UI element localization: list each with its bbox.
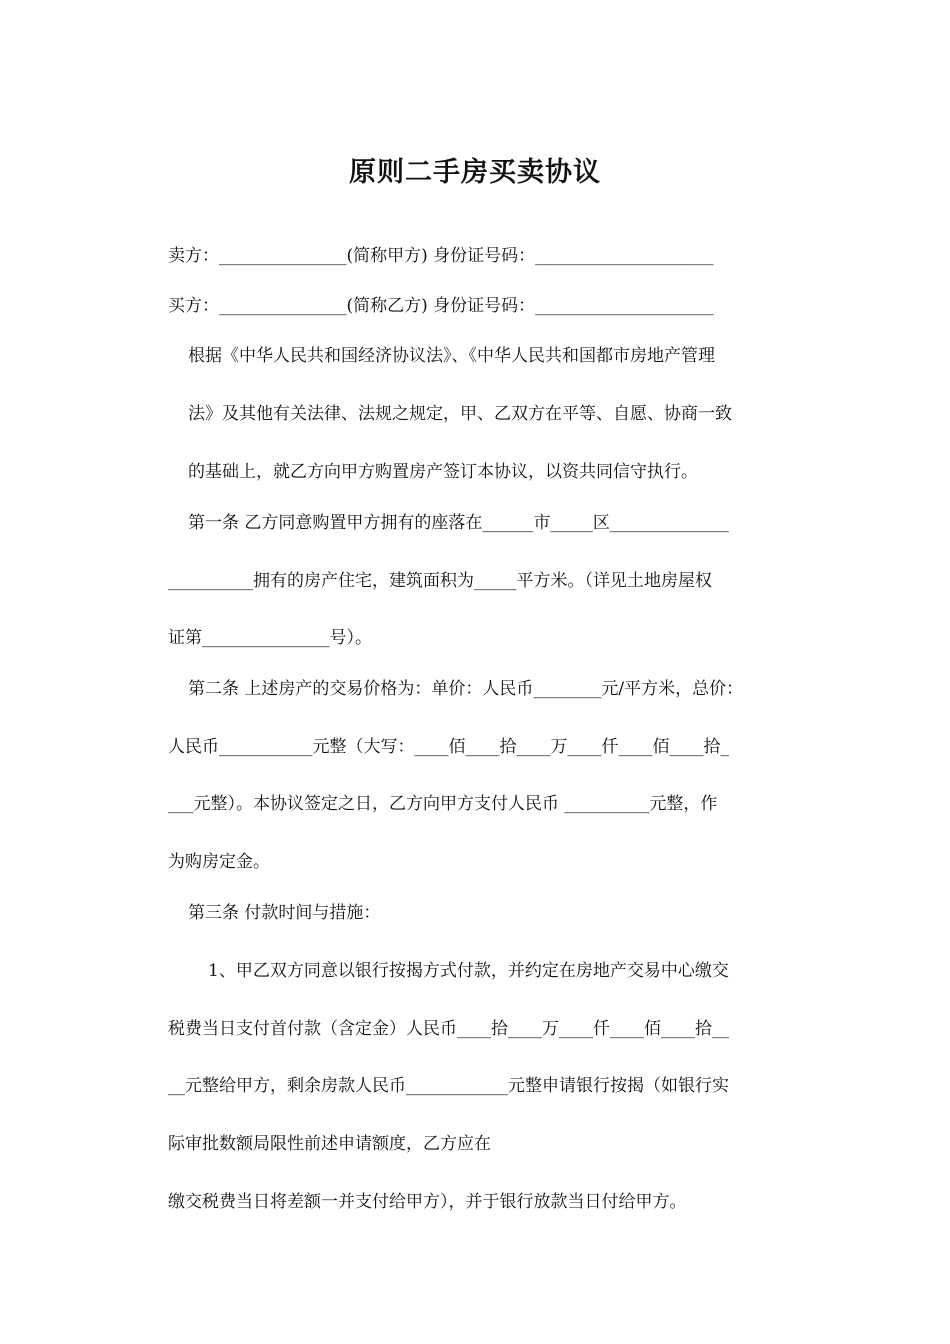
seller-line: 卖方：_______________(简称甲方) 身份证号码：_____________________	[168, 246, 714, 266]
clause-1-line-5: 缴交税费当日将差额一并支付给甲方），并于银行放款当日付给甲方。	[168, 1192, 687, 1212]
preamble-line-1: 根据《中华人民共和国经济协议法》、《中华人民共和国都市房地产管理	[188, 346, 715, 366]
article-2-line-4: 为购房定金。	[168, 852, 270, 872]
clause-1-line-4: 际审批数额局限性前述申请额度，乙方应在	[168, 1134, 491, 1154]
article-1-line-3: 证第_______________号）。	[168, 628, 372, 648]
clause-1-line-2: 税费当日支付首付款（含定金）人民币____拾____万____仟____佰____拾__	[168, 1019, 729, 1039]
article-2-line-1: 第二条 上述房产的交易价格为：单价：人民币________元/平方米，总价：	[188, 679, 744, 699]
clause-1-line-3: __元整给甲方，剩余房款人民币____________元整申请银行按揭（如银行实	[168, 1076, 729, 1096]
article-2-line-2: 人民币___________元整（大写：____佰____拾____万____仟____佰____拾_	[168, 737, 729, 757]
clause-1-line-1: 1、甲乙双方同意以银行按揭方式付款，并约定在房地产交易中心缴交	[208, 961, 729, 981]
buyer-line: 买方：_______________(简称乙方) 身份证号码：_____________________	[168, 296, 714, 316]
article-1-line-2: __________拥有的房产住宅，建筑面积为_____平方米。（详见土地房屋权	[168, 571, 712, 591]
article-2-line-3: ___元整）。本协议签定之日，乙方向甲方支付人民币 __________元整，作	[168, 794, 718, 814]
article-3-heading: 第三条 付款时间与措施：	[188, 903, 381, 923]
preamble-line-3: 的基础上，就乙方向甲方购置房产签订本协议，以资共同信守执行。	[188, 462, 698, 482]
article-1-line-1: 第一条 乙方同意购置甲方拥有的座落在______市_____区______________	[188, 513, 729, 533]
preamble-line-2: 法》及其他有关法律、法规之规定，甲、乙双方在平等、自愿、协商一致	[188, 404, 732, 424]
document-title: 原则二手房买卖协议	[349, 157, 601, 188]
